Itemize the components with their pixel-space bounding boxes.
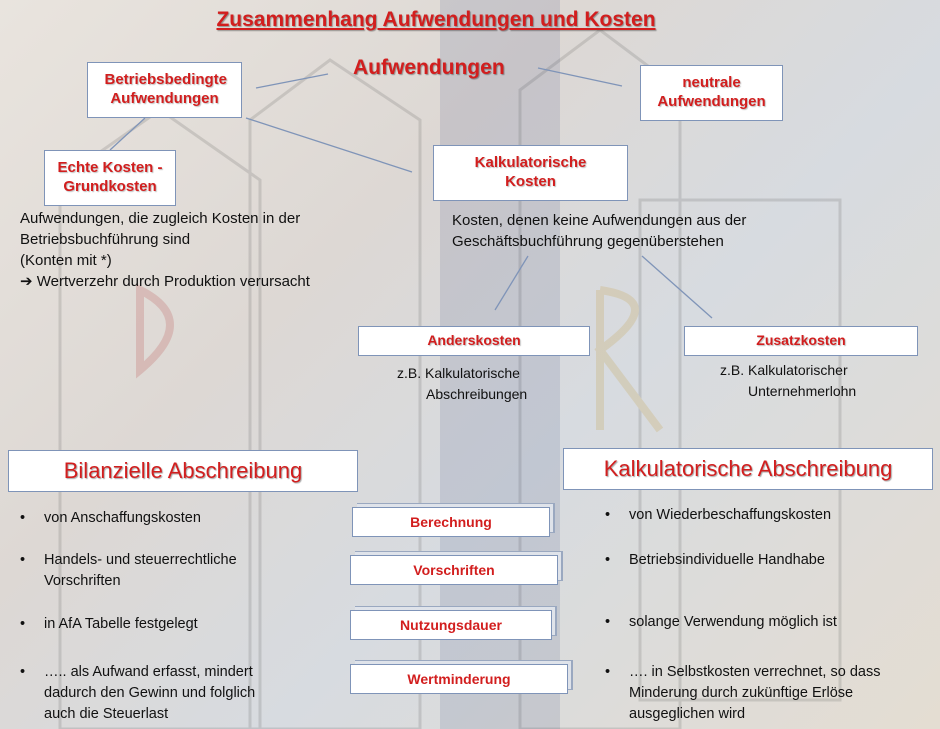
echte-desc-line-1: Aufwendungen, die zugleich Kosten in der (20, 210, 301, 227)
right-bullet-4-line-1: …. in Selbstkosten verrechnet, so dass (629, 664, 881, 680)
box-zusatzkosten (684, 326, 918, 356)
box-echte-label: Echte Kosten - Grundkosten (57, 159, 163, 195)
box-betriebsbedingte-aufwendungen (87, 62, 242, 118)
middle-label-nutzungsdauer (350, 610, 552, 640)
box-betrieb-label: Betriebsbedingte Aufwendungen (104, 71, 228, 107)
heading-bilanzielle-abschreibung (8, 450, 358, 492)
box-neutral-label: neutrale Aufwendungen (657, 74, 766, 110)
box-zusatz-label: Zusatzkosten (756, 332, 846, 349)
connector-betrieb-kalk (246, 118, 412, 172)
anderskosten-example (397, 363, 527, 405)
middle-label-nutzungsdauer-text: Nutzungsdauer (400, 617, 502, 633)
box-neutrale-aufwendungen (640, 65, 783, 121)
kalk-kosten-description (452, 210, 746, 252)
echte-desc-line-4-text: Wertverzehr durch Produktion verursacht (36, 273, 310, 290)
connector-kalk-zusatz (642, 256, 712, 318)
right-bullet-4-line-3: ausgeglichen wird (629, 706, 746, 722)
bullet-icon: • (605, 507, 611, 523)
heading-right-label: Kalkulatorische Abschreibung (603, 456, 893, 482)
box-echte-kosten (44, 150, 176, 206)
left-bullet-3-line-1: in AfA Tabelle festgelegt (44, 616, 198, 632)
connector-aufwendungen-neutral (538, 68, 622, 86)
anders-example-line-1: z.B. Kalkulatorische (397, 365, 520, 381)
heading-left-label: Bilanzielle Abschreibung (63, 458, 303, 484)
right-bullet-3-line-1: solange Verwendung möglich ist (629, 614, 837, 630)
connector-betrieb-echte (110, 118, 145, 150)
kalk-desc-line-1: Kosten, denen keine Aufwendungen aus der (452, 212, 747, 229)
bullet-icon: • (605, 552, 611, 568)
bullet-icon: • (20, 552, 26, 568)
echte-desc-line-3: (Konten mit *) (20, 252, 112, 269)
middle-label-berechnung-text: Berechnung (410, 514, 492, 530)
right-bullet-2-line-1: Betriebsindividuelle Handhabe (629, 552, 825, 568)
middle-label-vorschriften-text: Vorschriften (413, 562, 495, 578)
box-anderskosten (358, 326, 590, 356)
bullet-icon: • (20, 510, 26, 526)
middle-label-berechnung (352, 507, 550, 537)
echte-kosten-description (20, 208, 310, 292)
central-concept-aufwendungen: Aufwendungen (353, 56, 505, 79)
box-kalk-label: Kalkulatorische Kosten (474, 154, 587, 190)
left-bullet-4-line-1: ….. als Aufwand erfasst, mindert (44, 664, 253, 680)
bullet-icon: • (20, 616, 26, 632)
left-bullet-4-line-3: auch die Steuerlast (44, 706, 169, 722)
page-title: Zusammenhang Aufwendungen und Kosten (216, 8, 656, 31)
left-bullet-1-line-1: von Anschaffungskosten (44, 510, 201, 526)
echte-desc-line-2: Betriebsbuchführung sind (20, 231, 191, 248)
left-bullet-2-line-2: Vorschriften (44, 573, 121, 589)
box-kalkulatorische-kosten (433, 145, 628, 201)
anders-example-line-2: Abschreibungen (426, 386, 528, 402)
arrow-right-icon: ➔ (20, 273, 33, 290)
connector-aufwendungen-betrieb (256, 74, 328, 88)
zusatz-example-line-2: Unternehmerlohn (748, 383, 857, 399)
zusatz-example-line-1: z.B. Kalkulatorischer (720, 362, 848, 378)
right-bullet-4-line-2: Minderung durch zukünftige Erlöse (629, 685, 854, 701)
bullet-icon: • (605, 664, 611, 680)
bullet-icon: • (605, 614, 611, 630)
left-bullet-2-line-1: Handels- und steuerrechtliche (44, 552, 237, 568)
bullet-icon: • (20, 664, 26, 680)
right-bullet-1-line-1: von Wiederbeschaffungskosten (629, 507, 832, 523)
zusatzkosten-example (720, 360, 856, 402)
middle-label-vorschriften (350, 555, 558, 585)
kalk-desc-line-2: Geschäftsbuchführung gegenüberstehen (452, 233, 724, 250)
middle-label-wertminderung (350, 664, 568, 694)
connector-kalk-anders (495, 256, 528, 310)
middle-label-wertminderung-text: Wertminderung (407, 671, 511, 687)
heading-kalkulatorische-abschreibung (563, 448, 933, 490)
echte-desc-line-4 (20, 271, 310, 292)
left-bullet-4-line-2: dadurch den Gewinn und folglich (44, 685, 256, 701)
box-anders-label: Anderskosten (427, 332, 521, 349)
